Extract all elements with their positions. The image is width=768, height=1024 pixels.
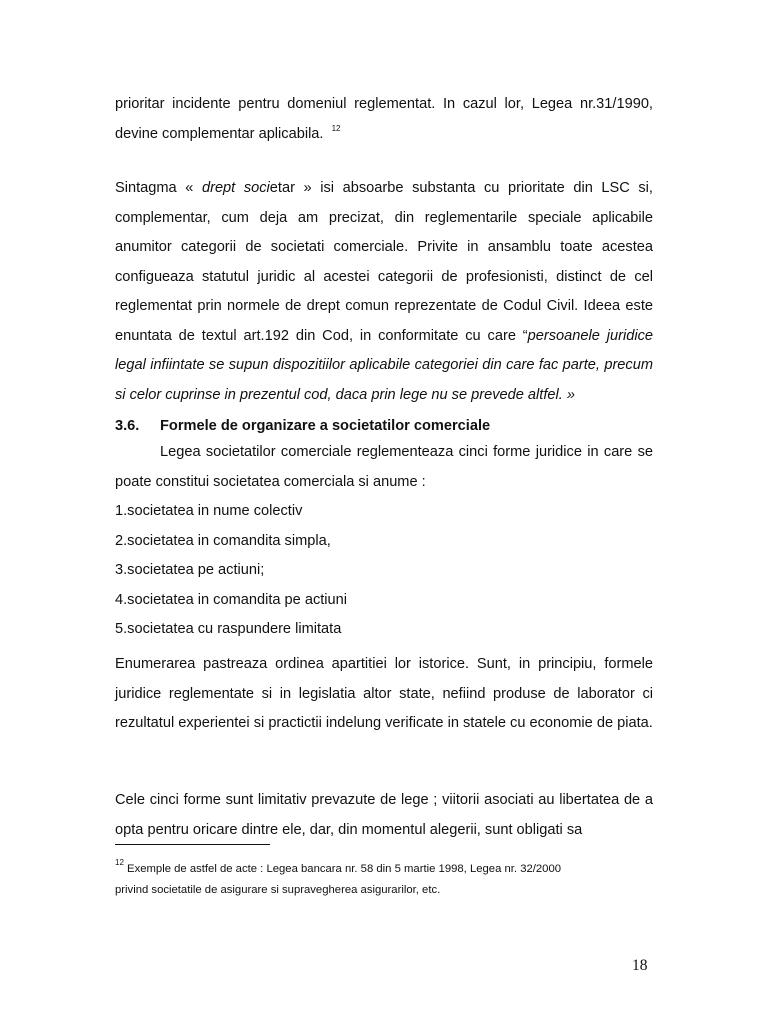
footnote-marker: 12 [115, 858, 124, 867]
list-item: 4.societatea in comandita pe actiuni [115, 591, 348, 608]
footnote-separator [115, 844, 270, 845]
forms-list [115, 497, 653, 645]
page-number: 18 [632, 957, 648, 974]
term-drept-societar: drept soci [201, 180, 270, 196]
quote-art-192: persoanele juridice legal infiintate se supun dispozitiilor aplicabile categoriei din care fac parte, precum si celor cuprinse in prezentul cod, daca prin lege nu se prevede altfel. [115, 327, 653, 403]
forms-list-block [115, 438, 653, 645]
list-item: 5.societatea cu raspundere limitata [115, 621, 342, 637]
paragraph-cele-cinci: Cele cinci forme sunt limitativ prevazute de lege ; viitorii asociati au libertatea de a opta pentru oricare dintre ele, dar, din momentul alegerii, sunt obligati sa [115, 792, 653, 838]
paragraph-intro-text: prioritar incidente pentru domeniul reglementat. In cazul lor, Legea nr.31/1990, devine complementar aplicabila. [115, 96, 653, 142]
paragraph-intro [115, 90, 653, 149]
list-item: 1.societatea in nume colectiv [115, 503, 303, 519]
section-title: Formele de organizare a societatilor comerciale [160, 418, 491, 434]
list-item: 2.societatea in comandita simpla, [115, 532, 331, 549]
section-number: 3.6. [115, 418, 140, 434]
paragraph-forms-intro: Legea societatilor comerciale reglementeaza cinci forme juridice in care se poate constitui societatea comerciala si anume : [115, 444, 653, 490]
footnote: $^{12}$ Exemple de astfel de acte : Legea bancara nr. 58 din 5 martie 1998, Legea nr. 32/2000 privind societatile de asigurare si supravegherea asigurarilor, etc. [115, 858, 562, 896]
paragraph-drept-societar: Sintagma « drept societar » isi absoarbe substanta cu prioritate din LSC si, complementar, cum deja am precizat, din reglementarile speciale aplicabile anumitor categorii de societati comerciale. Privite in ansamblu toate acestea configueaza statutul juridic al acestei categorii de profesionisti, distinct de cel reglementat prin normele de drept comun reprezentate de Codul Civil. Ideea este enuntata de textul art.192 din Cod, in conformitate cu care “persoanele juridice legal infiintate se supun dispozitiilor aplicabile categoriei din care fac parte, precum si celor cuprinse in prezentul cod, daca prin lege nu se prevede altfel. » [115, 180, 653, 403]
footnote-reference[interactable]: 12 [331, 123, 341, 133]
list-item: 3.societatea pe actiuni; [115, 562, 265, 578]
paragraph-enumerarea: Enumerarea pastreaza ordinea apartitiei lor istorice. Sunt, in principiu, formele juridice reglementate si in legislatia altor state, nefiind produse de laborator ci rezultatul experientei si practictii indelung verificate in statele cu economie de piata. [115, 656, 653, 731]
